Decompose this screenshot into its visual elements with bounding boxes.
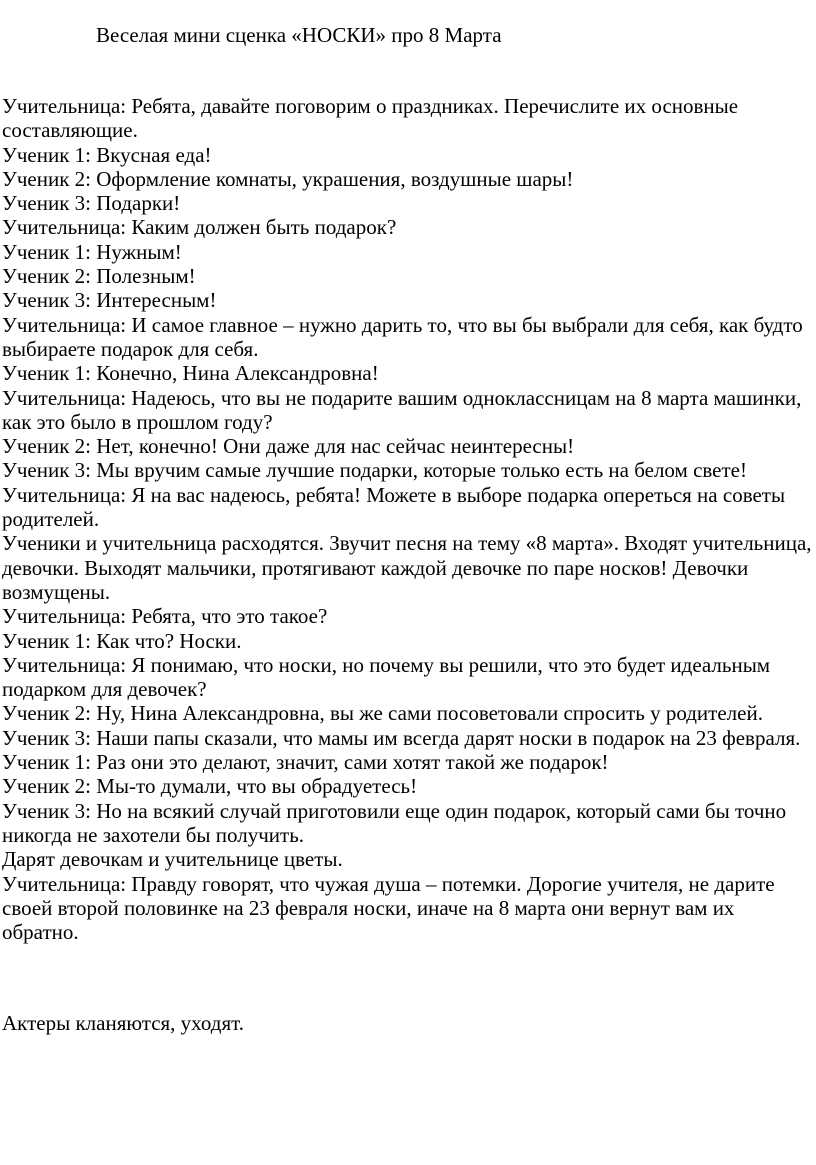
script-line: Ученик 2: Оформление комнаты, украшения, воздушные шары!	[2, 166, 574, 191]
script-line: Ученик 1: Нужным!	[2, 239, 182, 264]
script-line: Учительница: Ребята, давайте поговорим о праздниках. Перечислите их основные составляющие.	[2, 94, 739, 143]
script-line: Ученик 3: Интересным!	[2, 288, 217, 313]
script-line: Ученик 3: Мы вручим самые лучшие подарки, которые только есть на белом свете!	[2, 458, 747, 483]
script-line: Учительница: И самое главное – нужно дарить то, что вы бы выбрали для себя, как будто выбираете подарок для себя.	[2, 312, 803, 361]
script-line: Ученик 2: Ну, Нина Александровна, вы же сами посоветовали спросить у родителей.	[2, 701, 763, 726]
script-line: Ученик 1: Вкусная еда!	[2, 142, 212, 167]
stage-direction: Ученики и учительница расходятся. Звучит песня на тему «8 марта». Входят учительница, девочки. Выходят мальчики, протягивают каждой девочке по паре носков! Девочки возмущены.	[2, 531, 812, 604]
script-line: Ученик 3: Наши папы сказали, что мамы им всегда дарят носки в подарок на 23 февраля.	[2, 725, 801, 750]
script-line: Учительница: Каким должен быть подарок?	[2, 215, 397, 240]
script-line: Ученик 2: Мы-то думали, что вы обрадуетесь!	[2, 774, 418, 799]
closing-stage-direction: Актеры кланяются, уходят.	[2, 1011, 244, 1035]
script-line: Ученик 1: Раз они это делают, значит, сами хотят такой же подарок!	[2, 750, 609, 775]
script-line: Учительница: Надеюсь, что вы не подарите вашим одноклассницам на 8 марта машинки, как это было в прошлом году?	[2, 385, 802, 434]
stage-direction: Дарят девочкам и учительнице цветы.	[2, 847, 343, 872]
document-title: Веселая мини сценка «НОСКИ» про 8 Марта	[96, 23, 502, 47]
script-body	[2, 94, 816, 944]
script-line: Ученик 2: Нет, конечно! Они даже для нас сейчас неинтересны!	[2, 434, 575, 459]
script-line: Ученик 2: Полезным!	[2, 264, 196, 289]
script-line: Ученик 3: Но на всякий случай приготовили еще один подарок, который сами бы точно никогда не захотели бы получить.	[2, 798, 787, 847]
script-line: Учительница: Я на вас надеюсь, ребята! Можете в выборе подарка опереться на советы родителей.	[2, 482, 786, 532]
script-line: Ученик 3: Подарки!	[2, 191, 181, 216]
script-line: Учительница: Ребята, что это такое?	[2, 604, 328, 629]
script-line: Учительница: Я понимаю, что носки, но почему вы решили, что это будет идеальным подарком для девочек?	[2, 652, 771, 702]
script-line: Ученик 1: Конечно, Нина Александровна!	[2, 361, 379, 386]
script-line: Учительница: Правду говорят, что чужая душа – потемки. Дорогие учителя, не дарите своей второй половинке на 23 февраля носки, иначе на 8 марта они вернут вам их обратно.	[2, 871, 775, 945]
script-line: Ученик 1: Как что? Носки.	[2, 628, 242, 653]
